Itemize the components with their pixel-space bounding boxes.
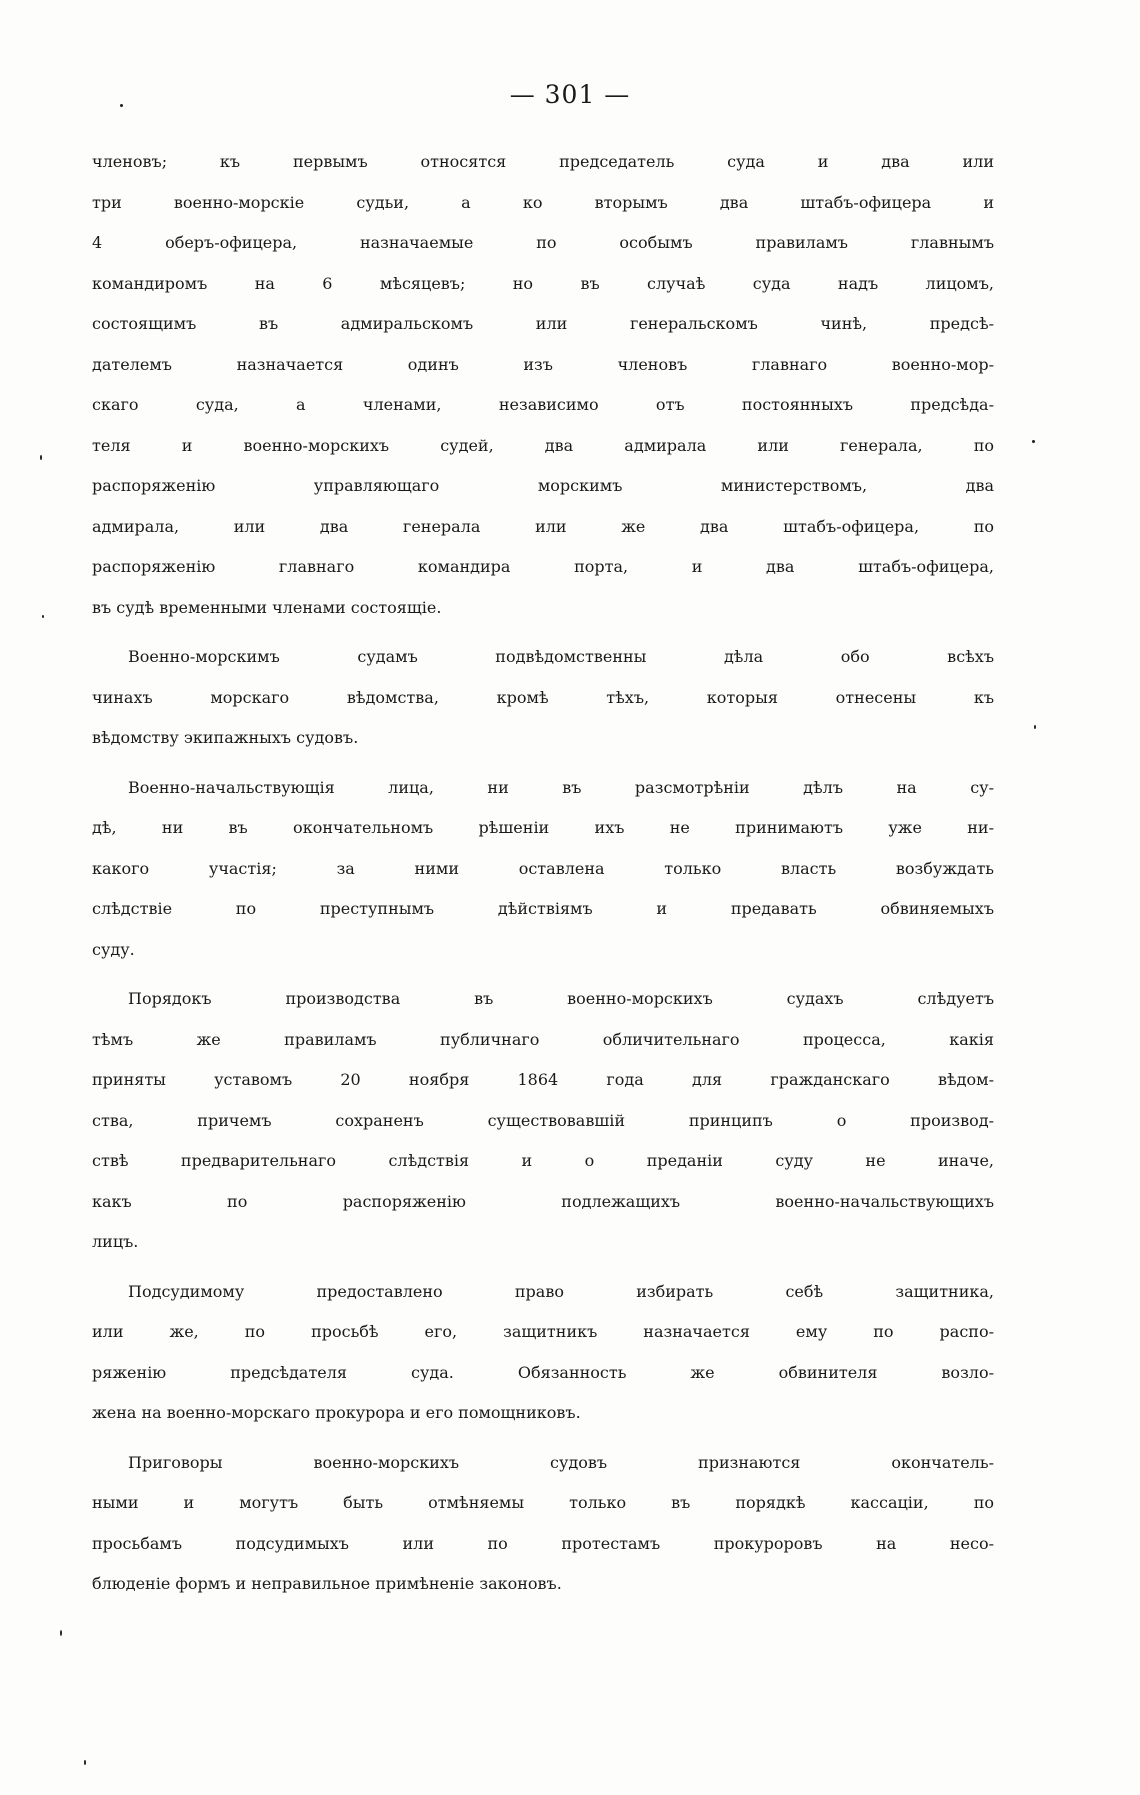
text-line: чинахъ морскаго вѣдомства, кромѣ тѣхъ, которыя отнесены къ — [92, 687, 994, 707]
text-line: дѣ, ни въ окончательномъ рѣшеніи ихъ не принимаютъ уже ни- — [92, 818, 994, 837]
scan-speck — [42, 615, 44, 618]
paragraph — [92, 142, 994, 628]
text-line: суду. — [92, 939, 135, 959]
text-line: ными и могутъ быть отмѣняемы только въ порядкѣ кассаціи, по — [92, 1493, 994, 1512]
body-text — [92, 142, 994, 1605]
scan-speck — [1034, 725, 1036, 729]
text-line: Порядокъ производства въ военно-морскихъ судахъ слѣдуетъ — [128, 989, 994, 1008]
scan-speck — [84, 1760, 86, 1765]
text-line: теля и военно-морскихъ судей, два адмирала или генерала, по — [92, 435, 994, 455]
page-number: — 301 — — [509, 80, 631, 109]
paragraph — [92, 637, 994, 759]
text-line: или же, по просьбѣ его, защитникъ назначается ему по распо- — [92, 1322, 994, 1341]
text-line: приняты уставомъ 20 ноября 1864 года для гражданскаго вѣдом- — [92, 1070, 994, 1089]
text-line: какъ по распоряженію подлежащихъ военно-начальствующихъ — [92, 1191, 994, 1211]
text-line: лицъ. — [92, 1232, 139, 1251]
text-line: командиромъ на 6 мѣсяцевъ; но въ случаѣ суда надъ лицомъ, — [92, 273, 994, 293]
scan-speck — [60, 1630, 62, 1636]
paragraph — [92, 1272, 994, 1434]
text-line: просьбамъ подсудимыхъ или по протестамъ прокуроровъ на несо- — [92, 1533, 994, 1553]
text-line: Военно-морскимъ судамъ подвѣдомственны дѣла обо всѣхъ — [128, 647, 994, 666]
text-line: слѣдствіе по преступнымъ дѣйствіямъ и предавать обвиняемыхъ — [92, 899, 994, 918]
text-line: членовъ; къ первымъ относятся председатель суда и два или — [92, 152, 994, 171]
text-line: адмирала, или два генерала или же два штабъ-офицера, по — [92, 516, 994, 536]
scan-speck — [1032, 440, 1035, 443]
paragraph — [92, 979, 994, 1263]
text-line: 4 оберъ-офицера, назначаемые по особымъ правиламъ главнымъ — [92, 233, 994, 252]
text-line: распоряженію управляющаго морскимъ министерствомъ, два — [92, 476, 994, 495]
text-line: ства, причемъ сохраненъ существовавшій принципъ о производ- — [92, 1110, 994, 1130]
scan-speck — [40, 455, 42, 460]
text-line: блюденіе формъ и неправильное примѣненіе законовъ. — [92, 1574, 562, 1593]
text-line: жена на военно-морскаго прокурора и его помощниковъ. — [92, 1403, 581, 1422]
paragraph — [92, 1443, 994, 1605]
text-line: ствѣ предварительнаго слѣдствія и о преданіи суду не иначе, — [92, 1151, 994, 1170]
paragraph — [92, 768, 994, 971]
text-line: три военно-морскіе судьи, а ко вторымъ два штабъ-офицера и — [92, 192, 994, 212]
text-line: Военно-начальствующія лица, ни въ разсмотрѣніи дѣлъ на су- — [128, 777, 994, 797]
text-line: состоящимъ въ адмиральскомъ или генеральскомъ чинѣ, предсѣ- — [92, 314, 994, 333]
text-line: ряженію предсѣдателя суда. Обязанность же обвинителя возло- — [92, 1362, 994, 1382]
text-line: какого участія; за ними оставлена только власть возбуждать — [92, 858, 994, 878]
text-line: вѣдомству экипажныхъ судовъ. — [92, 728, 359, 747]
text-line: дателемъ назначается одинъ изъ членовъ главнаго военно-мор- — [92, 354, 994, 374]
text-line: скаго суда, а членами, независимо отъ постоянныхъ предсѣда- — [92, 395, 994, 414]
text-line: Подсудимому предоставлено право избирать себѣ защитника, — [128, 1281, 994, 1301]
text-line: въ судѣ временными членами состоящіе. — [92, 597, 442, 617]
text-line: тѣмъ же правиламъ публичнаго обличительнаго процесса, какія — [92, 1029, 994, 1049]
text-line: Приговоры военно-морскихъ судовъ признаются окончатель- — [128, 1452, 994, 1472]
scan-speck — [120, 104, 123, 107]
text-line: распоряженію главнаго командира порта, и два штабъ-офицера, — [92, 557, 994, 576]
